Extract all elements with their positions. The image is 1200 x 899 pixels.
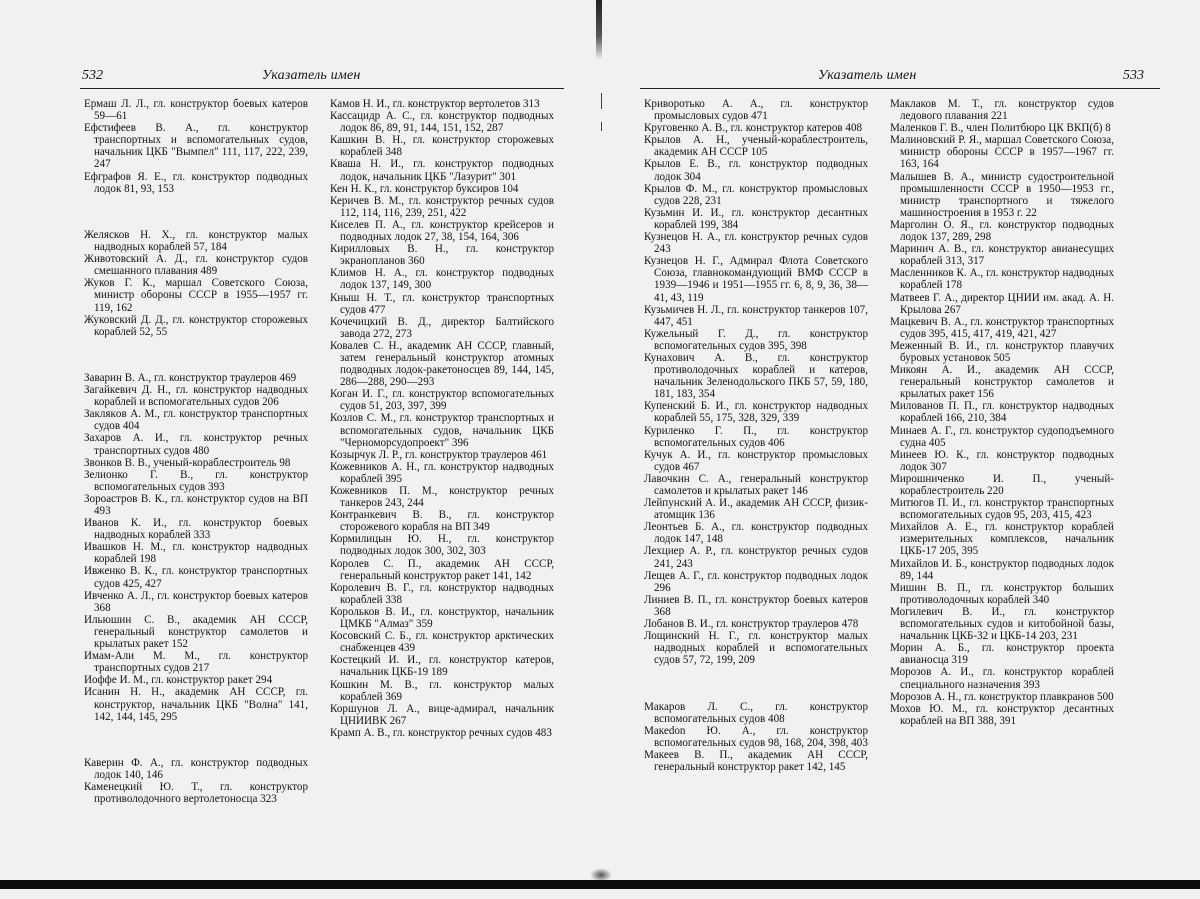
index-entry: Микоян А. И., академик АН СССР, генеральный конструктор самолетов и крылатых ракет 156: [890, 364, 1114, 401]
index-entry: Кунахович А. В., гл. конструктор противолодочных кораблей и катеров, начальник Зеленодольского ПКБ 57, 59, 180, 181, 183, 354: [644, 351, 868, 401]
index-entry: Каменецкий Ю. Т., гл. конструктор противолодочного вертолетоносца 323: [84, 781, 308, 806]
index-entry: Лощинский Н. Г., гл. конструктор малых надводных кораблей и вспомогательных судов 57, 72, 199, 209: [644, 630, 868, 667]
letter-gap: [84, 734, 308, 746]
index-entry: Маклаков М. Т., гл. конструктор судов ледового плавания 221: [890, 98, 1114, 123]
right-page: [600, 0, 1200, 899]
index-entry: Макеdon Ю. А., гл. конструктор вспомогательных судов 98, 168, 204, 398, 403: [644, 724, 868, 749]
index-entry: Ивженко В. К., гл. конструктор транспортных судов 425, 427: [84, 565, 308, 590]
header-rule: [640, 88, 1160, 89]
index-entry: Кен Н. К., гл. конструктор буксиров 104: [330, 182, 519, 195]
index-entry: Захаров А. И., гл. конструктор речных транспортных судов 480: [84, 432, 308, 457]
index-entry: Косовский С. Б., гл. конструктор арктических снабженцев 439: [330, 630, 554, 655]
index-entry: Загайкевич Д. Н., гл. конструктор надводных кораблей и вспомогательных судов 206: [84, 384, 308, 409]
index-entry: Королев С. П., академик АН СССР, генеральный конструктор ракет 141, 142: [330, 557, 554, 582]
index-entry: Куриленко Г. П., гл. конструктор вспомогательных судов 406: [644, 424, 868, 449]
index-entry: Козырчук Л. Р., гл. конструктор траулеров 461: [330, 448, 548, 461]
index-entry: Кучук А. И., гл. конструктор промысловых судов 467: [644, 448, 868, 473]
index-entry: Кузьмин И. И., гл. конструктор десантных кораблей 199, 384: [644, 206, 868, 231]
index-entry: Леонтьев Б. А., гл. конструктор подводных лодок 147, 148: [644, 521, 868, 546]
index-entry: Крылов Ф. М., гл. конструктор промысловых судов 228, 231: [644, 182, 868, 207]
index-entry: Желясков Н. Х., гл. конструктор малых надводных кораблей 57, 184: [84, 228, 308, 254]
index-entry: Лехциер А. Р., гл. конструктор речных судов 241, 243: [644, 545, 868, 570]
index-entry: Крылов А. Н., ученый-кораблестроитель, академик АН СССР 105: [644, 134, 868, 159]
index-entry: Кошкин М. В., гл. конструктор малых кораблей 369: [330, 678, 554, 703]
index-entry: Лейпунский А. И., академик АН СССР, физик-атомщик 136: [644, 497, 868, 522]
index-entry: Минаев А. Г., гл. конструктор судоподъемного судна 405: [890, 424, 1114, 449]
index-entry: Кочечицкий В. Д., директор Балтийского завода 272, 273: [330, 315, 554, 340]
index-entry: Кузьмичев Н. Л., гл. конструктор танкеров 107, 447, 451: [644, 303, 868, 328]
page-number: 532: [82, 68, 103, 83]
index-entry: Камов Н. И., гл. конструктор вертолетов 313: [330, 98, 540, 110]
index-entry: Кирилловых В. Н., гл. конструктор экранопланов 360: [330, 243, 554, 268]
index-entry: Милованов П. П., гл. конструктор надводных кораблей 166, 210, 384: [890, 400, 1114, 425]
index-entry: Кваша Н. И., гл. конструктор подводных лодок, начальник ЦКБ "Лазурит" 301: [330, 158, 554, 183]
index-entry: Линиев В. П., гл. конструктор боевых катеров 368: [644, 593, 868, 618]
index-entry: Маленков Г. В., член Политбюро ЦК ВКП(б) 8: [890, 122, 1111, 135]
index-entry: Животовский А. Д., гл. конструктор судов смешанного плавания 489: [84, 253, 308, 278]
index-entry: Матвеев Г. А., директор ЦНИИ им. акад. А. Н. Крылова 267: [890, 291, 1114, 316]
index-column-1: [644, 98, 868, 773]
index-entry: Морин А. Б., гл. конструктор проекта авианосца 319: [890, 642, 1114, 667]
index-entry: Кашкин В. Н., гл. конструктор сторожевых кораблей 348: [330, 134, 554, 159]
index-entry: Минеев Ю. К., гл. конструктор подводных лодок 307: [890, 448, 1114, 473]
index-entry: Ивашков Н. М., гл. конструктор надводных кораблей 198: [84, 541, 308, 566]
letter-gap: [84, 349, 308, 361]
index-entry: Морозов А. И., гл. конструктор кораблей специального назначения 393: [890, 666, 1114, 691]
index-entry: Звонков В. В., ученый-кораблестроитель 98: [84, 456, 291, 469]
index-entry: Ковалев С. Н., академик АН СССР, главный, затем генеральный конструктор атомных подводных лодок-ракетоносцев 89, 144, 145, 286—288, 290—293: [330, 339, 554, 389]
index-entry: Меженный В. И., гл. конструктор плавучих буровых установок 505: [890, 339, 1114, 364]
index-entry: Зороастров В. К., гл. конструктор судов на ВП 493: [84, 492, 308, 517]
index-entry: Заварин В. А., гл. конструктор траулеров 469: [84, 371, 297, 384]
index-entry: Круговенко А. В., гл. конструктор катеров 408: [644, 122, 863, 135]
index-entry: Кормилицын Ю. Н., гл. конструктор подводных лодок 300, 302, 303: [330, 533, 554, 558]
index-entry: Исанин Н. Н., академик АН СССР, гл. конструктор, начальник ЦКБ "Волна" 141, 142, 144, 145, 295: [84, 686, 308, 723]
index-entry: Кужельный Г. Д., гл. конструктор вспомогательных судов 395, 398: [644, 327, 868, 352]
index-entry: Коршунов Л. А., вице-адмирал, начальник ЦНИИВК 267: [330, 702, 554, 727]
index-entry: Ермаш Л. Л., гл. конструктор боевых катеров 59—61: [84, 98, 308, 123]
index-entry: Марголин О. Я., гл. конструктор подводных лодок 137, 289, 298: [890, 218, 1114, 244]
index-entry: Кожевников А. Н., гл. конструктор надводных кораблей 395: [330, 460, 554, 485]
index-column-2: [890, 98, 1114, 727]
index-entry: Корольков В. И., гл. конструктор, начальник ЦМКБ "Алмаз" 359: [330, 605, 554, 631]
index-entry: Ильюшин С. В., академик АН СССР, генеральный конструктор самолетов и крылатых ракет 152: [84, 613, 308, 651]
index-entry: Керичев В. М., гл. конструктор речных судов 112, 114, 116, 239, 251, 422: [330, 194, 554, 219]
index-entry: Лавочкин С. А., генеральный конструктор самолетов и крылатых ракет 146: [644, 472, 868, 497]
index-entry: Мирошниченко И. П., ученый-кораблестроитель 220: [890, 472, 1114, 497]
index-entry: Купенский Б. И., гл. конструктор надводных кораблей 55, 175, 328, 329, 339: [644, 400, 868, 425]
letter-gap: [644, 678, 868, 690]
index-column-1: [84, 98, 308, 805]
index-entry: Малышев В. А., министр судостроительной промышленности СССР в 1950—1953 гг., министр транспортного и тяжелого машиностроения в 1953 г. 22: [890, 170, 1114, 219]
scan-bottom-edge: [0, 880, 1200, 889]
index-entry: Ефграфов Я. Е., гл. конструктор подводных лодок 81, 93, 153: [84, 170, 308, 195]
running-head: Указатель имен: [818, 68, 917, 83]
index-entry: Иоффе И. М., гл. конструктор ракет 294: [84, 674, 273, 687]
index-entry: Коган И. Г., гл. конструктор вспомогательных судов 51, 203, 397, 399: [330, 388, 554, 413]
index-entry: Лобанов В. И., гл. конструктор траулеров 478: [644, 618, 859, 631]
index-entry: Ивченко А. Л., гл. конструктор боевых катеров 368: [84, 589, 308, 614]
index-entry: Митюгов П. И., гл. конструктор транспортных вспомогательных судов 95, 203, 415, 423: [890, 497, 1114, 522]
index-entry: Малиновский Р. Я., маршал Советского Союза, министр обороны СССР в 1957—1967 гг. 163, 164: [890, 134, 1114, 171]
index-entry: Макаров Л. С., гл. конструктор вспомогательных судов 408: [644, 700, 868, 725]
index-entry: Мацкевич В. А., гл. конструктор транспортных судов 395, 415, 417, 419, 421, 427: [890, 315, 1114, 340]
index-entry: Иванов К. И., гл. конструктор боевых надводных кораблей 333: [84, 517, 308, 542]
index-entry: Контранкевич В. В., гл. конструктор сторожевого корабля на ВП 349: [330, 509, 554, 534]
index-entry: Киселев П. А., гл. конструктор крейсеров и подводных лодок 27, 38, 154, 164, 306: [330, 218, 554, 244]
index-column-2: [330, 98, 554, 739]
index-entry: Кассацидр А. С., гл. конструктор подводных лодок 86, 89, 91, 144, 151, 152, 287: [330, 110, 554, 135]
header-rule: [80, 88, 564, 89]
index-entry: Лещев А. Г., гл. конструктор подводных лодок 296: [644, 569, 868, 594]
index-entry: Могилевич В. И., гл. конструктор вспомогательных судов и китобойной базы, начальник ЦКБ-32 и ЦКБ-14 203, 231: [890, 605, 1114, 643]
index-entry: Жуковский Д. Д., гл. конструктор сторожевых кораблей 52, 55: [84, 313, 308, 338]
running-head: Указатель имен: [262, 68, 361, 83]
index-entry: Кузнецов Н. А., гл. конструктор речных судов 243: [644, 231, 868, 256]
index-entry: Крылов Е. В., гл. конструктор подводных лодок 304: [644, 158, 868, 183]
index-entry: Костецкий И. И., гл. конструктор катеров, начальник ЦКБ-19 189: [330, 654, 554, 679]
index-entry: Михайлов А. Е., гл. конструктор кораблей измерительных комплексов, начальник ЦКБ-17 205, 395: [890, 521, 1114, 558]
letter-gap: [84, 206, 308, 218]
index-entry: Макеев В. П., академик АН СССР, генеральный конструктор ракет 142, 145: [644, 748, 868, 774]
index-entry: Криворотько А. А., гл. конструктор промысловых судов 471: [644, 98, 868, 123]
index-entry: Зелионко Г. В., гл. конструктор вспомогательных судов 393: [84, 468, 308, 493]
index-entry: Кожевников П. М., конструктор речных танкеров 243, 244: [330, 485, 554, 510]
index-entry: Мишин В. П., гл. конструктор больших противолодочных кораблей 340: [890, 581, 1114, 606]
index-entry: Ефстифеев В. А., гл. конструктор транспортных и вспомогательных судов, начальник ЦКБ "Вымпел" 111, 117, 222, 239, 247: [84, 122, 308, 171]
index-entry: Королевич В. Г., гл. конструктор надводных кораблей 338: [330, 581, 554, 606]
index-entry: Масленников К. А., гл. конструктор надводных кораблей 178: [890, 267, 1114, 292]
index-entry: Климов Н. А., гл. конструктор подводных лодок 137, 149, 300: [330, 267, 554, 292]
index-entry: Михайлов И. Б., конструктор подводных лодок 89, 144: [890, 557, 1114, 582]
index-entry: Жуков Г. К., маршал Советского Союза, министр обороны СССР в 1955—1957 гг. 119, 162: [84, 277, 308, 314]
index-entry: Морозов А. Н., гл. конструктор плавкранов 500: [890, 690, 1114, 703]
index-entry: Кузнецов Н. Г., Адмирал Флота Советского Союза, главнокомандующий ВМФ СССР в 1939—1946 и 1951—1955 гг. 6, 8, 9, 36, 38—41, 43, 119: [644, 255, 868, 304]
index-entry: Маринич А. В., гл. конструктор авианесущих кораблей 313, 317: [890, 243, 1114, 268]
index-entry: Кныш Н. Т., гл. конструктор транспортных судов 477: [330, 291, 554, 316]
page-number: 533: [1123, 68, 1144, 83]
index-entry: Крамп А. В., гл. конструктор речных судов 483: [330, 726, 552, 739]
index-entry: Заклякoв А. М., гл. конструктор транспортных судов 404: [84, 408, 308, 433]
index-entry: Каверин Ф. А., гл. конструктор подводных лодок 140, 146: [84, 756, 308, 781]
index-entry: Козлов С. М., гл. конструктор транспортных и вспомогательных судов, начальник ЦКБ "Черноморсудопроект" 396: [330, 412, 554, 449]
index-entry: Мохов Ю. М., гл. конструктор десантных кораблей на ВП 388, 391: [890, 702, 1114, 727]
index-entry: Имам-Али М. М., гл. конструктор транспортных судов 217: [84, 650, 308, 675]
